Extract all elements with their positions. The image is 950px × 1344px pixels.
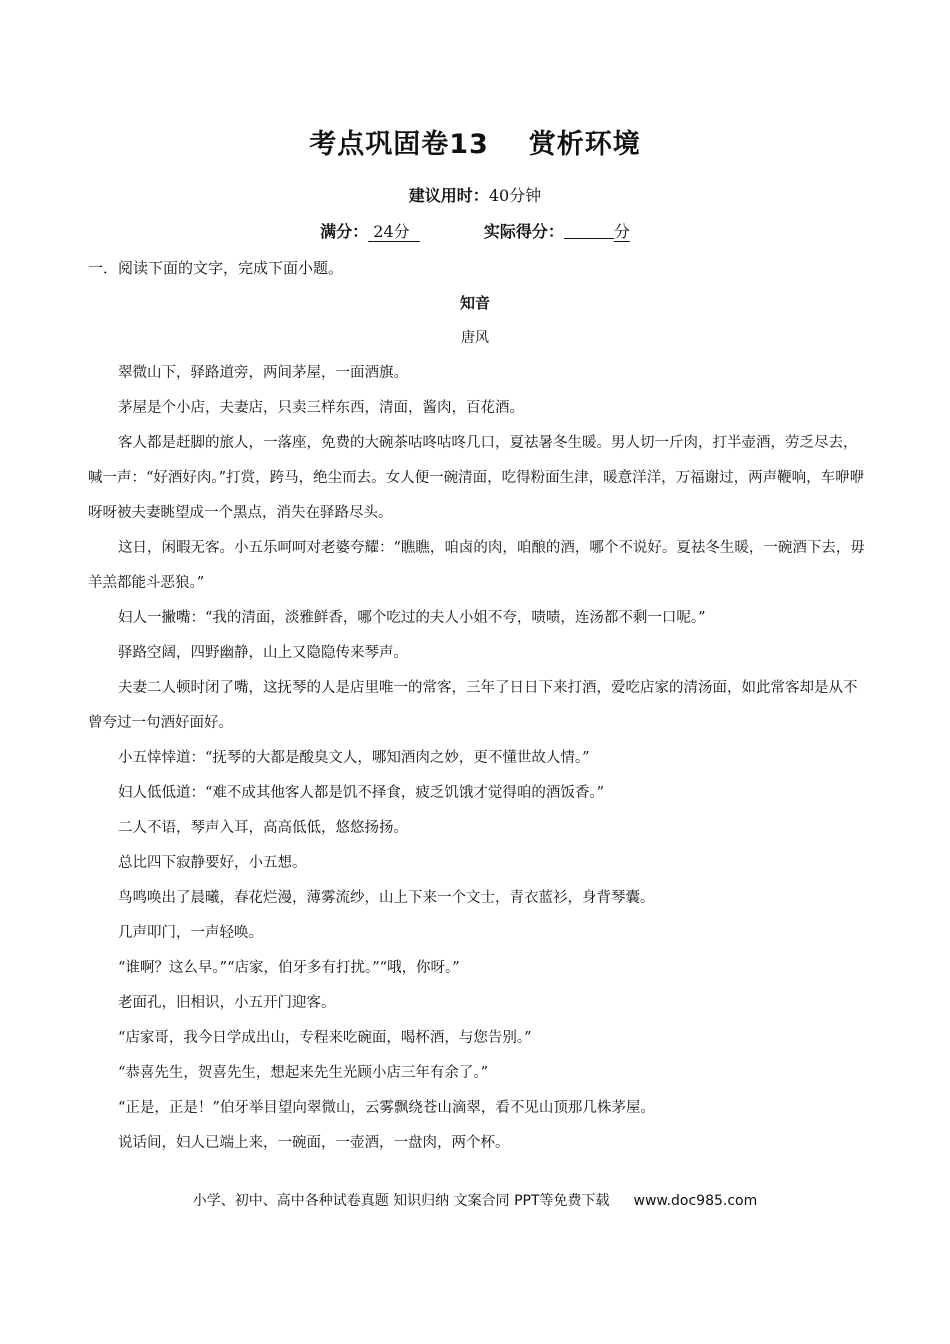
- time-value: 40分钟: [488, 186, 542, 205]
- full-score-label: 满分：: [320, 222, 369, 241]
- title-main: 考点巩固卷13: [309, 129, 489, 160]
- paragraph: 妇人低低道：“难不成其他客人都是饥不择食，疲乏饥饿才觉得咱的酒饭香。”: [118, 785, 605, 801]
- paragraph: “店家哥，我今日学成出山，专程来吃碗面，喝杯酒，与您告别。”: [118, 1030, 532, 1046]
- paragraph: 小五悻悻道：“抚琴的大都是酸臭文人，哪知酒肉之妙，更不懂世故人情。”: [118, 750, 590, 766]
- paragraph: 总比四下寂静要好，小五想。: [118, 855, 307, 871]
- paragraph: 驿路空阔，四野幽静，山上又隐隐传来琴声。: [118, 645, 408, 661]
- score-line: [0, 219, 950, 242]
- paragraph: 妇人一撇嘴：“我的清面，淡雅鲜香，哪个吃过的夫人小姐不夸，啧啧，连汤都不剩一口呢。”: [118, 610, 706, 626]
- paragraph: 夫妻二人顿时闭了嘴，这抚琴的人是店里唯一的常客，三年了日日下来打酒，爱吃店家的清汤面，如此常客却是从不曾夸过一句酒好面好。: [88, 680, 858, 731]
- footer-url[interactable]: www.doc985.com: [633, 1193, 758, 1209]
- paragraph: “恭喜先生，贺喜先生，想起来先生光顾小店三年有余了。”: [118, 1065, 489, 1081]
- paragraph: “谁啊？这么早。”“店家，伯牙多有打扰。”“哦，你呀。”: [118, 960, 460, 976]
- paragraph: 鸟鸣唤出了晨曦，春花烂漫，薄雾流纱，山上下来一个文士，青衣蓝衫，身背琴囊。: [118, 890, 655, 906]
- passage-author: 唐风: [461, 330, 489, 346]
- paragraph: 茅屋是个小店，夫妻店，只卖三样东西，清面，酱肉，百花酒。: [118, 400, 524, 416]
- paragraph: 几声叩门，一声轻唤。: [118, 925, 263, 941]
- footer-text: 小学、初中、高中各种试卷真题 知识归纳 文案合同 PPT等免费下载: [192, 1193, 610, 1209]
- paragraph: “正是，正是！”伯牙举目望向翠微山，云雾飘绕苍山滴翠，看不见山顶那几株茅屋。: [118, 1100, 655, 1116]
- title-topic: 赏析环境: [528, 129, 641, 160]
- actual-score-unit: 分: [613, 222, 630, 241]
- paragraph: 二人不语，琴声入耳，高高低低，悠悠扬扬。: [118, 820, 408, 836]
- passage-title: 知音: [459, 294, 490, 312]
- actual-score-label: 实际得分：: [483, 222, 564, 241]
- passage-body: [88, 356, 870, 1161]
- paragraph: 老面孔，旧相识，小五开门迎客。: [118, 995, 336, 1011]
- actual-score-blank: [564, 224, 614, 239]
- question-prompt: 一．阅读下面的文字，完成下面小题。: [88, 259, 344, 277]
- page-footer: [0, 1190, 950, 1210]
- page-title: [0, 122, 950, 161]
- paragraph: 翠微山下，驿路道旁，两间茅屋，一面酒旗。: [118, 365, 408, 381]
- paragraph: 说话间，妇人已端上来，一碗面，一壶酒，一盘肉，两个杯。: [118, 1135, 510, 1151]
- paragraph: 这日，闲暇无客。小五乐呵呵对老婆夸耀：“瞧瞧，咱卤的肉，咱酿的酒，哪个不说好。夏祛冬生暖，一碗酒下去，毋羊羔都能斗恶狼。”: [88, 540, 865, 591]
- time-label: 建议用时：: [408, 186, 489, 205]
- suggested-time: [0, 183, 950, 206]
- paragraph: 客人都是赶脚的旅人，一落座，免费的大碗茶咕咚咕咚几口，夏祛暑冬生暖。男人切一斤肉，打半壶酒，劳乏尽去，喊一声：“好酒好肉。”打赏，跨马，绝尘而去。女人便一碗清面，吃得粉面生津，暖意洋洋，万福谢过，两声鞭响，车咿咿呀呀被夫妻眺望成一个黑点，消失在驿路尽头。: [88, 435, 865, 521]
- full-score-value: 24分: [373, 222, 410, 241]
